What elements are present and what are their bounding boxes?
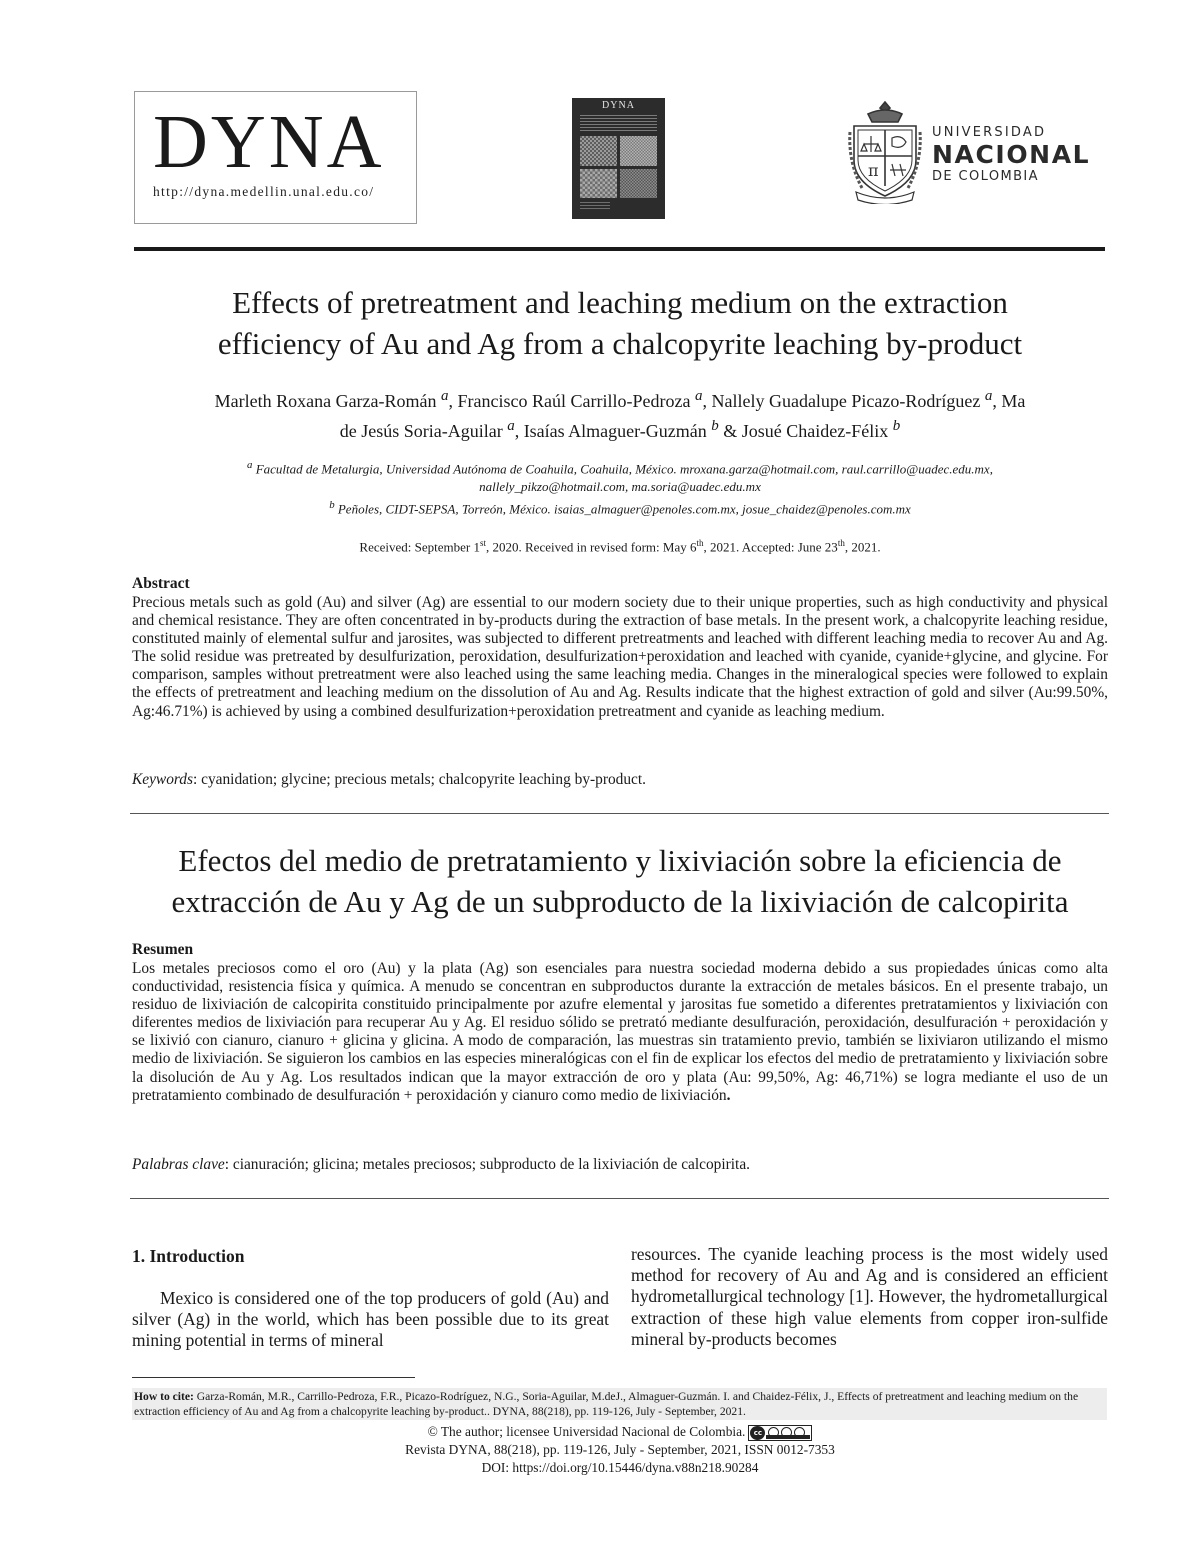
introduction-heading: 1. Introduction	[132, 1246, 245, 1266]
article-title-en: Effects of pretreatment and leaching medium on the extraction efficiency of Au and Ag from a chalcopyrite leaching by-product	[217, 285, 1023, 361]
how-to-cite: How to cite: Garza-Román, M.R., Carrillo-Pedroza, F.R., Picazo-Rodríguez, N.G., Soria-Aguilar, M.deJ., Almaguer-Guzmán. I. and Chaidez-Félix, J., Effects of pretreatment and leaching medium on the extraction efficiency of Au and Ag from a chalcopyrite leaching by-product.. DYNA, 88(218), pp. 119-126, July - September, 2021.	[132, 1388, 1107, 1420]
journal-url[interactable]: http://dyna.medellin.unal.edu.co/	[153, 184, 375, 199]
cover-footer-lines	[580, 202, 610, 210]
article-title-es: Efectos del medio de pretratamiento y lixiviación sobre la eficiencia de extracción de Au y Ag de un subproducto de la lixiviación de calcopirita	[171, 843, 1069, 919]
abstract-heading: Abstract	[132, 575, 190, 592]
author-list: Marleth Roxana Garza-Román $^a$, Francisco Raúl Carrillo-Pedroza $^a$, Nallely Guadalupe Picazo-Rodríguez $^a$, Ma de Jesús Soria-Aguilar $^a$, Isaías Almaguer-Guzmán $^b$ & Josué Chaidez-Félix $^b$	[214, 388, 1026, 441]
university-name: UNIVERSIDAD NACIONAL DE COLOMBIA	[932, 125, 1091, 184]
intro-right-column: resources. The cyanide leaching process is the most widely used method for recovery of Au and Ag and is considered an efficient hydrometallurgical technology [1]. However, the hydrometallurgical extraction of these high value elements from copper iron-sulfide mineral by-products becomes	[631, 1244, 1108, 1349]
resumen-keywords: Palabras clave: cianuración; glicina; metales preciosos; subproducto de la lixiviación de calcopirita.	[132, 1156, 750, 1173]
cover-text-lines	[580, 115, 657, 131]
journal-logo-box	[134, 91, 417, 224]
section-divider	[130, 813, 1109, 814]
doi-link[interactable]: DOI: https://doi.org/10.15446/dyna.v88n218.90284	[481, 1460, 759, 1475]
license-line: © The author; licensee Universidad Nacional de Colombia. cc	[130, 1423, 1110, 1441]
journal-logo: DYNA	[153, 100, 385, 184]
abstract-text: Precious metals such as gold (Au) and silver (Ag) are essential to our modern society due to their unique properties, such as high conductivity and physical and chemical resistance. They are often concentrated in by-products during the extraction of base metals. In the present work, a chalcopyrite leaching residue, constituted mainly of elemental sulfur and jarosites, was subjected to different pretreatments and leached with different leaching media to recover Au and Ag. The solid residue was pretreated by desulfurization, peroxidation, desulfurization+peroxidation and leached with cyanide, cyanide+glycine, and glycine. For comparison, samples without pretreatment were also leached using the same leaching media. Changes in the mineralogical species were followed to explain the effects of pretreatment and leaching medium on the dissolution of Au and Ag. Results indicate that the highest extraction of gold and silver (Au:99.50%, Ag:46.71%) is achieved by using a combined desulfurization+peroxidation pretreatment and cyanide as leaching medium.	[132, 594, 1108, 720]
received-dates: Received: September 1st, 2020. Received in revised form: May 6th, 2021. Accepted: June 23th, 2021.	[359, 538, 881, 555]
abstract-keywords: Keywords: cyanidation; glycine; precious metals; chalcopyrite leaching by-product.	[132, 771, 647, 788]
cover-title: DYNA	[602, 100, 635, 111]
university-shield-icon	[848, 100, 922, 204]
header-rule	[134, 247, 1105, 251]
intro-left-column: Mexico is considered one of the top producers of gold (Au) and silver (Ag) in the world, which has been possible due to its great mining potential in terms of mineral	[132, 1288, 609, 1351]
svg-text:π: π	[868, 161, 879, 180]
section-divider	[130, 1198, 1109, 1199]
resumen-text: Los metales preciosos como el oro (Au) y la plata (Ag) son esenciales para nuestra sociedad moderna debido a sus propiedades únicas como alta conductividad, resistencia física y química. A menudo se concentran en subproductos durante la extracción de metales básicos. En el presente trabajo, un residuo de lixiviación de calcopirita constituido principalmente por azufre elemental y jarositas fue sometido a diferentes pretratamientos y lixiviación con diferentes medios de lixiviación para recuperar Au y Ag. El residuo sólido se pretrató mediante desulfuración, peroxidación, desulfuración + peroxidación y se lixivió con cianuro, cianuro + glicina y glicina. A modo de comparación, las muestras sin tratamiento previo, también se lixiviaron utilizando el mismo medio de lixiviación. Se siguieron los cambios en las especies mineralógicas con el fin de explicar los efectos del medio de pretratamiento y lixiviación sobre la disolución de Au y Ag. Los resultados indican que la mayor extracción de oro y plata (Au: 99,50%, Ag: 46,71%) se logra mediante el uso de un pretratamiento combinado de desulfuración + peroxidación y cianuro como medio de lixiviación.	[132, 960, 1108, 1104]
cover-micrographs	[580, 136, 657, 198]
resumen-heading: Resumen	[132, 941, 194, 958]
journal-citation: Revista DYNA, 88(218), pp. 119-126, July - September, 2021, ISSN 0012-7353	[405, 1442, 835, 1457]
footnote-rule	[132, 1377, 415, 1378]
cc-license-icon[interactable]: cc	[748, 1425, 812, 1441]
journal-cover-image	[572, 98, 665, 219]
affiliations: $^a$ Facultad de Metalurgia, Universidad Autónoma de Coahuila, Coahuila, México. mroxana.garza@hotmail.com, raul.carrillo@uadec.edu.mx, nallely_pikzo@hotmail.com, ma.soria@uadec.edu.mx $^b$ Peñoles, CIDT-SEPSA, Torreón, México. isaias_almaguer@penoles.com.mx, josue_chaidez@penoles.com.mx	[247, 459, 993, 517]
